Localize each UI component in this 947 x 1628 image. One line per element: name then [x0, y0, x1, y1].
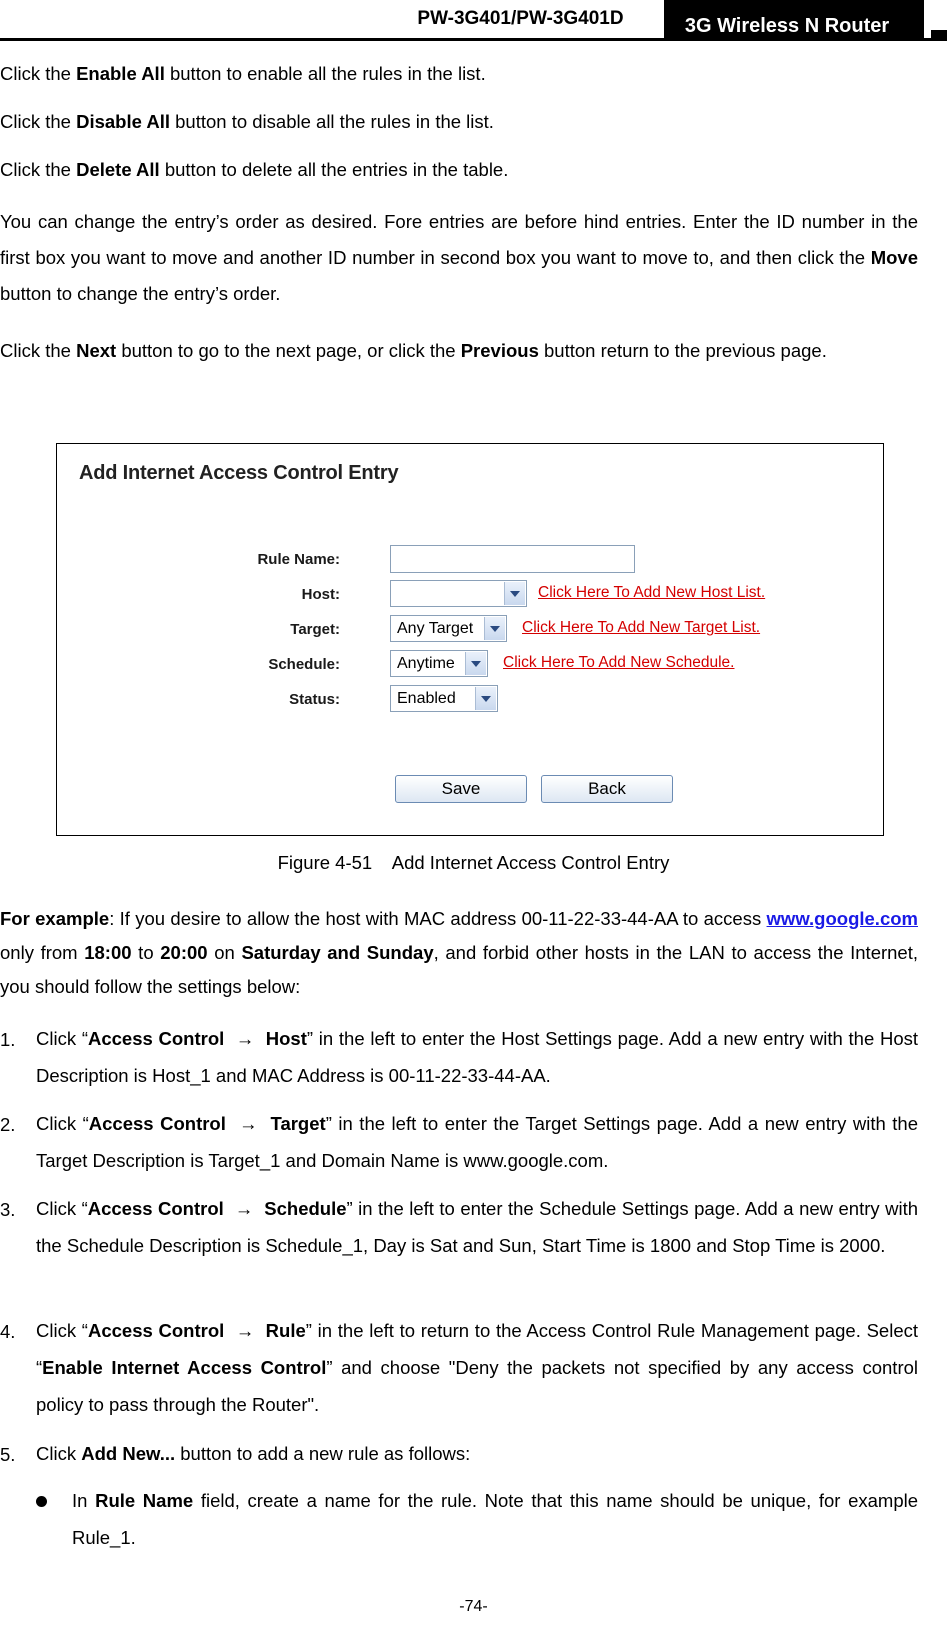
product-tab — [664, 0, 924, 41]
step-number: 5. — [0, 1444, 16, 1465]
add-schedule-link[interactable]: Click Here To Add New Schedule. — [503, 654, 735, 671]
example-text: For example: If you desire to allow the host with MAC address 00-11-22-33-44-AA to access www.google.com only from 18:00 to 20:00 on Saturday and Sunday, and forbid other hosts in the LAN to access the Internet, you should follow the settings below: — [0, 908, 919, 997]
header-rule — [0, 38, 947, 41]
header-corner — [931, 30, 947, 41]
step-item: Click “Access Control → Rule” in the left to return to the Access Control Rule Management page. Select “Enable Internet Access Control” and choose "Deny the packets not specified by any access control policy to pass through the Router". — [36, 1320, 919, 1415]
add-access-control-entry-figure — [56, 443, 884, 836]
add-target-list-link[interactable]: Click Here To Add New Target List. — [522, 619, 761, 636]
host-label: Host: — [301, 586, 340, 603]
add-host-list-link[interactable]: Click Here To Add New Host List. — [538, 584, 766, 601]
chevron-down-icon — [504, 582, 525, 605]
chevron-down-icon — [484, 617, 505, 640]
chevron-down-icon — [465, 652, 486, 675]
status-label: Status: — [289, 691, 340, 708]
step-number: 2. — [0, 1114, 16, 1135]
figure-caption: Figure 4-51 Add Internet Access Control Entry — [277, 852, 670, 873]
figure-title: Add Internet Access Control Entry — [79, 462, 399, 484]
target-select[interactable]: Any Target — [390, 615, 507, 642]
disable-all-text: Click the Disable All button to disable all the rules in the list. — [0, 111, 494, 132]
chevron-down-icon — [475, 687, 496, 710]
back-button[interactable]: Back — [541, 775, 673, 803]
rule-name-label: Rule Name: — [257, 551, 340, 568]
enable-all-text: Click the Enable All button to enable all the rules in the list. — [0, 63, 486, 84]
page-header — [0, 0, 947, 42]
save-button[interactable]: Save — [395, 775, 527, 803]
schedule-select[interactable]: Anytime — [390, 650, 488, 677]
google-link[interactable]: www.google.com — [766, 908, 918, 929]
product-name: 3G Wireless N Router — [684, 14, 890, 37]
status-select[interactable]: Enabled — [390, 685, 498, 712]
rule-name-input[interactable] — [390, 545, 635, 573]
model-name: PW-3G401/PW-3G401D — [417, 8, 624, 29]
step-item: Click Add New... button to add a new rule as follows: — [36, 1443, 471, 1464]
bullet-item: In Rule Name field, create a name for the rule. Note that this name should be unique, for example Rule_1. — [72, 1490, 919, 1548]
step-item: Click “Access Control → Target” in the left to enter the Target Settings page. Add a new entry with the Target Description is Target_1 and Domain Name is www.google.com. — [36, 1113, 918, 1171]
move-text: You can change the entry’s order as desired. Fore entries are before hind entries. Enter the ID number in the first box you want to move and another ID number in second box you want to move to, and then click the Move button to change the entry’s order. — [0, 211, 918, 304]
step-number: 4. — [0, 1321, 16, 1342]
bullet-icon — [36, 1496, 47, 1507]
step-number: 1. — [0, 1029, 16, 1050]
step-number: 3. — [0, 1199, 16, 1220]
step-item: Click “Access Control → Schedule” in the left to enter the Schedule Settings page. Add a new entry with the Schedule Description is Schedule_1, Day is Sat and Sun, Start Time is 1800 and Stop Time is 2000. — [36, 1198, 919, 1256]
target-label: Target: — [290, 621, 340, 638]
host-select[interactable] — [390, 580, 527, 607]
page-number: -74- — [459, 1598, 488, 1615]
delete-all-text: Click the Delete All button to delete all the entries in the table. — [0, 159, 509, 180]
schedule-label: Schedule: — [268, 656, 340, 673]
step-item: Click “Access Control → Host” in the left to enter the Host Settings page. Add a new entry with the Host Description is Host_1 and MAC Address is 00-11-22-33-44-AA. — [36, 1028, 919, 1086]
next-previous-text: Click the Next button to go to the next page, or click the Previous button return to the previous page. — [0, 340, 827, 361]
